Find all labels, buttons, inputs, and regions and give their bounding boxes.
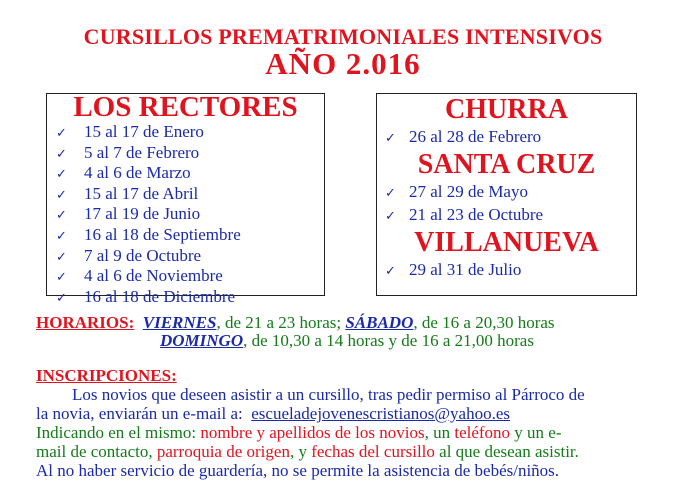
villanueva-dates	[377, 259, 636, 282]
date-item	[56, 226, 324, 247]
check-icon: ✓	[56, 146, 67, 162]
date-text: 21 al 23 de Octubre	[409, 205, 544, 224]
date-item	[56, 185, 324, 206]
santa-cruz-heading: SANTA CRUZ	[417, 149, 596, 180]
inscripciones-label-line	[36, 366, 177, 386]
date-item	[385, 259, 636, 282]
desean-asistir-text: al que desean asistir.	[434, 442, 579, 461]
check-icon: ✓	[56, 187, 67, 203]
date-text: 7 al 9 de Octubre	[84, 245, 202, 265]
inscripciones-text-2	[36, 404, 510, 424]
check-icon: ✓	[56, 290, 67, 306]
viernes-hours: , de 21 a 23 horas;	[216, 313, 346, 332]
fechas-cursillo-text: fechas del cursillo	[311, 442, 435, 461]
los-rectores-box	[46, 91, 325, 306]
check-icon: ✓	[385, 186, 396, 201]
date-item	[385, 181, 636, 204]
viernes-label: VIERNES	[142, 313, 217, 332]
date-text: 4 al 6 de Marzo	[84, 163, 191, 183]
check-icon: ✓	[56, 270, 67, 286]
churra-dates	[377, 126, 636, 149]
telefono-text: teléfono	[454, 423, 511, 442]
date-item	[56, 164, 324, 185]
inscripciones-text-5: Al no haber servicio de guardería, no se permite la asistencia de bebés/niños.	[36, 461, 560, 480]
date-text: 16 al 18 de Diciembre	[84, 286, 236, 306]
date-text: 15 al 17 de Enero	[84, 122, 204, 141]
horarios-line-1	[36, 313, 555, 333]
date-text: 26 al 28 de Febrero	[409, 127, 542, 146]
email-link[interactable]: escueladejovenescristianos@yahoo.es	[251, 404, 511, 423]
date-item	[56, 123, 324, 144]
check-icon: ✓	[56, 208, 67, 224]
churra-heading: CHURRA	[445, 94, 568, 125]
domingo-label: DOMINGO	[160, 331, 244, 350]
horarios-line-2	[160, 331, 534, 351]
y-text: , y	[289, 442, 312, 461]
date-text: 15 al 17 de Abril	[84, 183, 199, 203]
date-item	[56, 247, 324, 268]
nombre-apellidos-text: nombre y apellidos de los novios	[200, 423, 425, 442]
date-item	[385, 204, 636, 227]
date-text: 4 al 6 de Noviembre	[84, 266, 223, 286]
check-icon: ✓	[56, 126, 67, 141]
date-item	[56, 144, 324, 165]
date-item	[56, 288, 324, 309]
date-item	[56, 267, 324, 288]
check-icon: ✓	[56, 249, 67, 265]
page-title: CURSILLOS PREMATRIMONIALES INTENSIVOS	[83, 24, 603, 49]
check-icon: ✓	[56, 228, 67, 244]
date-item	[56, 205, 324, 226]
check-icon: ✓	[385, 131, 396, 146]
horarios-label: HORARIOS:	[36, 313, 135, 332]
sabado-label: SÁBADO	[345, 313, 414, 332]
date-text: 17 al 19 de Junio	[84, 204, 201, 224]
inscripciones-text-4	[36, 442, 579, 462]
inscripciones-text-3	[36, 423, 562, 443]
santa-cruz-dates	[377, 181, 636, 227]
los-rectores-dates	[47, 123, 324, 308]
check-icon: ✓	[56, 167, 67, 183]
y-un-e-text: y un e-	[510, 423, 562, 442]
un-text: , un	[424, 423, 455, 442]
date-text: 5 al 7 de Febrero	[84, 142, 200, 162]
date-text: 29 al 31 de Julio	[409, 260, 522, 279]
los-rectores-heading: LOS RECTORES	[73, 91, 298, 123]
domingo-hours: , de 10,30 a 14 horas y de 16 a 21,00 horas	[243, 331, 534, 350]
villanueva-heading: VILLANUEVA	[414, 227, 599, 258]
date-text: 16 al 18 de Septiembre	[84, 224, 241, 244]
parroquia-origen-text: parroquia de origen	[156, 442, 290, 461]
other-parishes-box	[376, 93, 637, 296]
date-text: 27 al 29 de Mayo	[409, 182, 528, 201]
mail-contacto-text: mail de contacto,	[36, 442, 157, 461]
indicando-text: Indicando en el mismo:	[36, 423, 201, 442]
check-icon: ✓	[385, 209, 396, 224]
year-title: AÑO 2.016	[265, 46, 421, 81]
inscripciones-text-1: Los novios que deseen asistir a un cursillo, tras pedir permiso al Párroco de	[72, 385, 585, 404]
inscripciones-label: INSCRIPCIONES:	[36, 366, 177, 385]
sabado-hours: , de 16 a 20,30 horas	[413, 313, 555, 332]
inscripciones-send-text: la novia, enviarán un e-mail a:	[36, 404, 243, 423]
date-item	[385, 126, 636, 149]
check-icon: ✓	[385, 264, 396, 279]
